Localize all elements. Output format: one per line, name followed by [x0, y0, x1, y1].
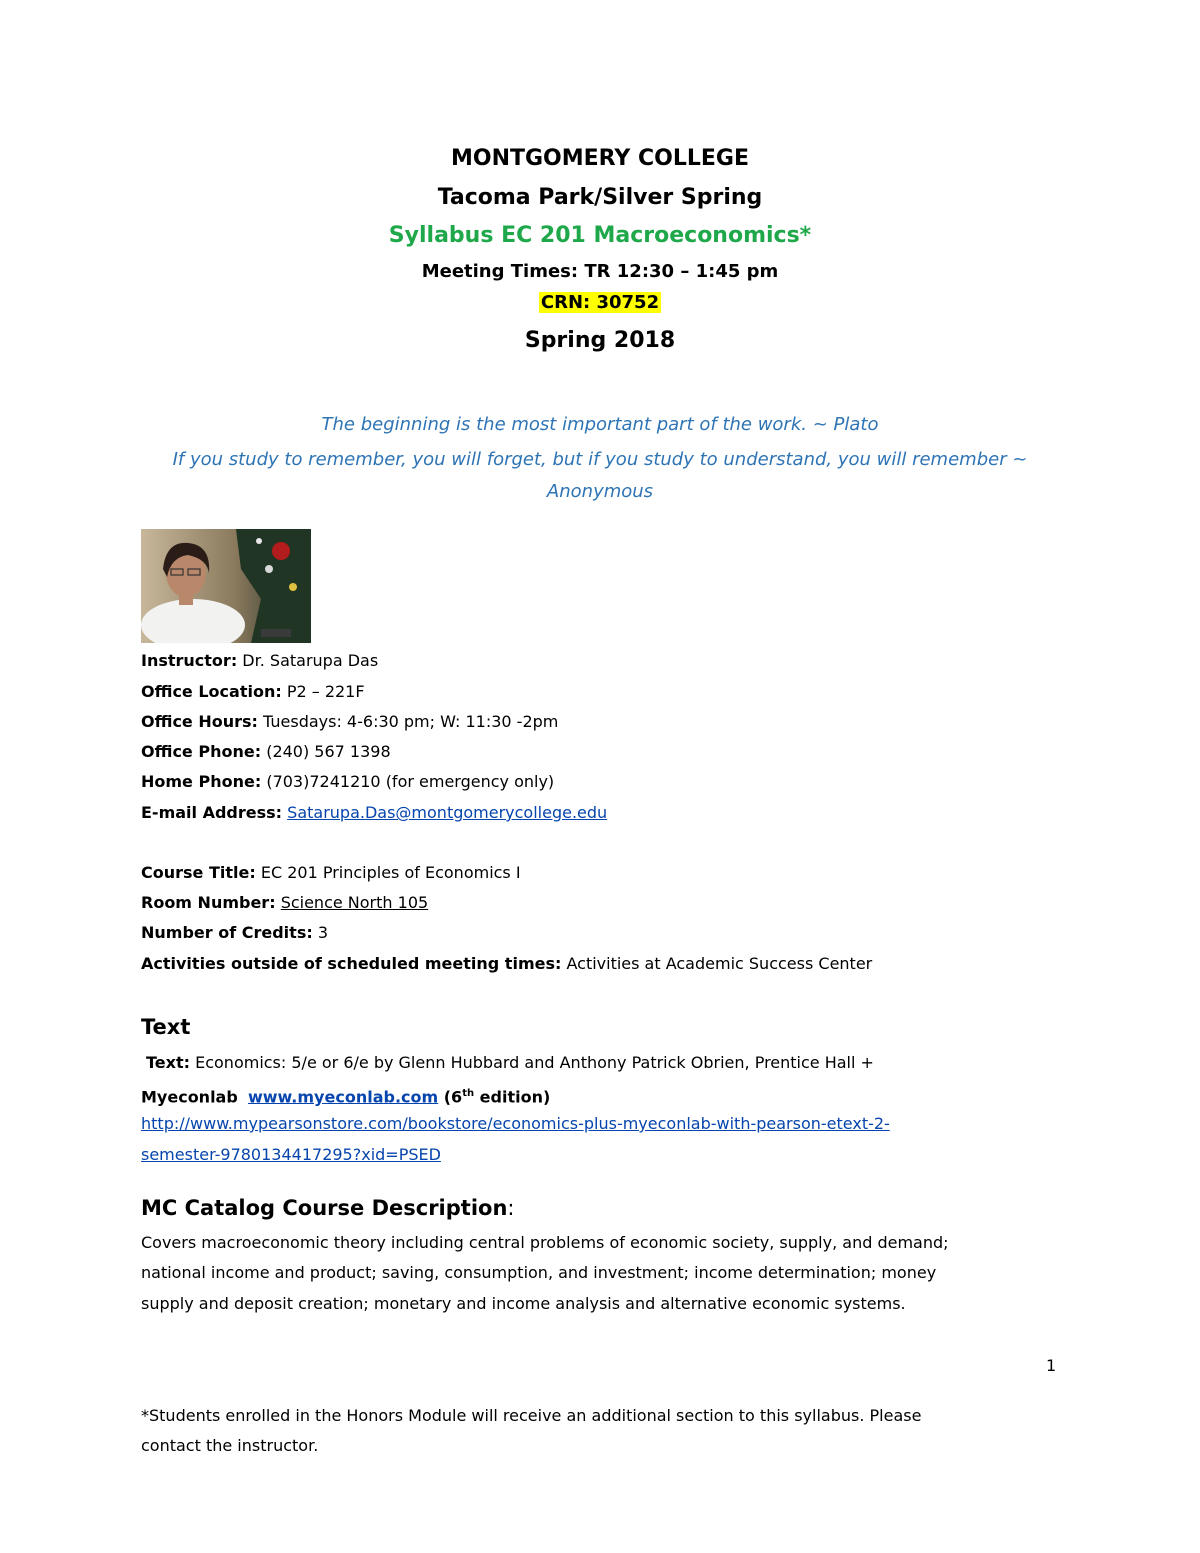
credits-label: Number of Credits:	[141, 923, 313, 942]
textbook-label: Text:	[146, 1053, 191, 1072]
instructor-photo	[141, 529, 311, 643]
description-line3: supply and deposit creation; monetary and income analysis and alternative economic systems.	[141, 1294, 906, 1313]
quote-anonymous-line1: If you study to remember, you will forget, but if you study to understand, you will remember ~	[172, 449, 1028, 470]
page-number: 1	[1046, 1356, 1057, 1375]
room-number-label: Room Number:	[141, 893, 276, 912]
email-link[interactable]: Satarupa.Das@montgomerycollege.edu	[287, 803, 608, 822]
office-hours-value: Tuesdays: 4-6:30 pm; W: 11:30 -2pm	[257, 712, 559, 731]
edition-suffix: edition)	[474, 1087, 551, 1107]
description-heading-colon: :	[507, 1196, 515, 1220]
quote-anonymous-line2: Anonymous	[546, 481, 654, 502]
campus-name: Tacoma Park/Silver Spring	[437, 185, 763, 210]
activities-label: Activities outside of scheduled meeting times:	[141, 954, 562, 973]
office-hours-label: Office Hours:	[141, 712, 258, 731]
description-line2: national income and product; saving, consumption, and investment; income determination; money	[141, 1263, 937, 1282]
office-phone-value: (240) 567 1398	[261, 742, 391, 761]
credits-value: 3	[312, 923, 328, 942]
description-heading	[141, 1196, 514, 1220]
office-location-label: Office Location:	[141, 682, 282, 701]
course-title-value: EC 201 Principles of Economics I	[255, 863, 521, 882]
myeconlab-line	[141, 1084, 550, 1107]
activities-value: Activities at Academic Success Center	[561, 954, 873, 973]
edition-prefix: (6	[438, 1087, 463, 1107]
office-phone-line	[141, 742, 391, 762]
description-heading-text: MC Catalog Course Description	[141, 1196, 508, 1220]
quote-plato: The beginning is the most important part of the work. ~ Plato	[321, 414, 879, 435]
course-title-label: Course Title:	[141, 863, 256, 882]
meeting-times: Meeting Times: TR 12:30 – 1:45 pm	[421, 261, 779, 282]
room-number-line	[141, 893, 428, 913]
office-hours-line	[141, 712, 558, 732]
instructor-value: Dr. Satarupa Das	[237, 651, 379, 670]
honors-note-line2: contact the instructor.	[141, 1436, 319, 1455]
home-phone-label: Home Phone:	[141, 772, 262, 791]
crn-highlight: CRN: 30752	[540, 292, 660, 313]
pearson-url-line1[interactable]: http://www.mypearsonstore.com/bookstore/economics-plus-myeconlab-with-pearson-etext-2-	[141, 1114, 890, 1133]
office-phone-label: Office Phone:	[141, 742, 262, 761]
room-number-value: Science North 105	[280, 893, 429, 912]
credits-line	[141, 923, 328, 943]
college-name: MONTGOMERY COLLEGE	[450, 146, 750, 171]
office-location-value: P2 – 221F	[281, 682, 365, 701]
honors-note-line1: *Students enrolled in the Honors Module will receive an additional section to this syllabus. Please	[141, 1406, 922, 1425]
instructor-label: Instructor:	[141, 651, 238, 670]
crn-line	[0, 292, 1200, 313]
email-line	[141, 803, 607, 823]
instructor-photo-image	[141, 529, 311, 643]
home-phone-value: (703)7241210 (for emergency only)	[261, 772, 555, 791]
term: Spring 2018	[524, 328, 676, 353]
text-heading: Text	[141, 1015, 191, 1039]
instructor-line	[141, 651, 378, 671]
syllabus-title: Syllabus EC 201 Macroeconomics*	[388, 223, 812, 248]
description-line1: Covers macroeconomic theory including central problems of economic society, supply, and demand;	[141, 1233, 949, 1252]
course-title-line	[141, 863, 521, 883]
textbook-line	[146, 1053, 874, 1073]
myeconlab-link[interactable]: www.myeconlab.com	[247, 1087, 439, 1107]
activities-line	[141, 954, 872, 974]
myeconlab-label: Myeconlab	[141, 1087, 238, 1107]
edition-sup: th	[462, 1088, 475, 1099]
pearson-url-line2[interactable]: semester-9780134417295?xid=PSED	[141, 1145, 441, 1164]
home-phone-line	[141, 772, 554, 792]
office-location-line	[141, 682, 365, 702]
textbook-value: Economics: 5/e or 6/e by Glenn Hubbard and Anthony Patrick Obrien, Prentice Hall +	[190, 1053, 874, 1072]
email-label: E-mail Address:	[141, 803, 283, 822]
